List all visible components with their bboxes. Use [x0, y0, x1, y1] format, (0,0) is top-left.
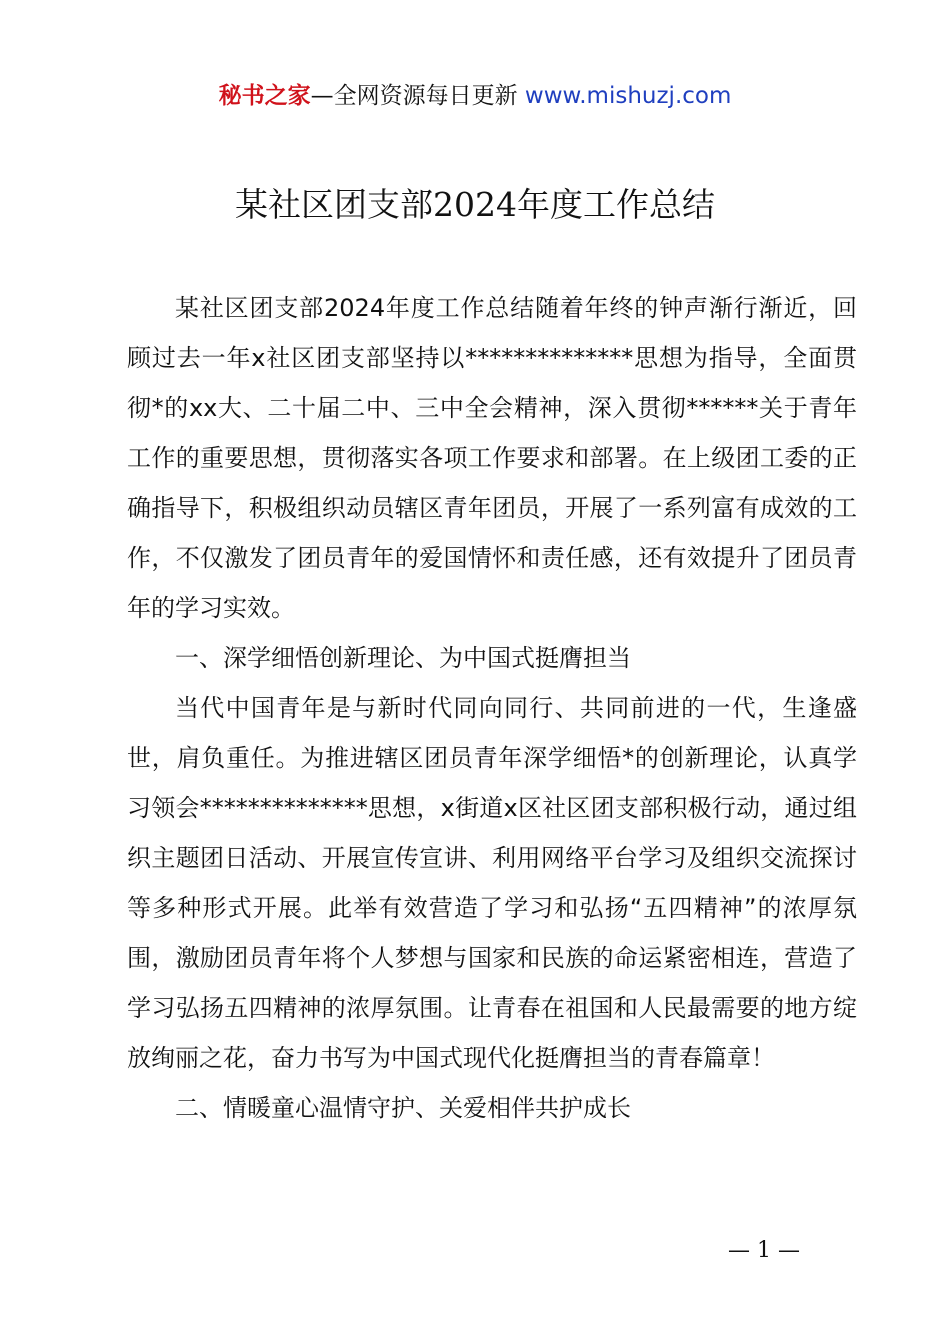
document-body [127, 283, 857, 1133]
site-url[interactable]: www.mishuzj.com [524, 83, 732, 109]
intro-paragraph: 某社区团支部2024年度工作总结随着年终的钟声渐行渐近，回顾过去一年x社区团支部坚持以**************思想为指导，全面贯彻*的xx大、二十届二中、三中全会精神，深入贯彻******关于青年工作的重要思想，贯彻落实各项工作要求和部署。在上级团工委的正确指导下，积极组织动员辖区青年团员，开展了一系列富有成效的工作，不仅激发了团员青年的爱国情怀和责任感，还有效提升了团员青年的学习实效。 [127, 294, 857, 622]
site-header [0, 80, 950, 112]
page-number: — 1 — [728, 1238, 800, 1263]
site-tagline: —全网资源每日更新 [310, 83, 525, 109]
section-1-paragraph: 当代中国青年是与新时代同向同行、共同前进的一代，生逢盛世，肩负重任。为推进辖区团员青年深学细悟*的创新理论，认真学习领会**************思想，x街道x区社区团支部积极行动，通过组织主题团日活动、开展宣传宣讲、利用网络平台学习及组织交流探讨等多种形式开展。此举有效营造了学习和弘扬“五四精神”的浓厚氛围，激励团员青年将个人梦想与国家和民族的命运紧密相连，营造了学习弘扬五四精神的浓厚氛围。让青春在祖国和人民最需要的地方绽放绚丽之花，奋力书写为中国式现代化挺膺担当的青春篇章！ [127, 694, 857, 1072]
document-title: 某社区团支部2024年度工作总结 [235, 185, 715, 224]
site-brand: 秘书之家 [218, 83, 311, 109]
section-heading-1: 一、深学细悟创新理论、为中国式挺膺担当 [175, 644, 631, 672]
section-heading-2: 二、情暖童心温情守护、关爱相伴共护成长 [175, 1094, 631, 1122]
